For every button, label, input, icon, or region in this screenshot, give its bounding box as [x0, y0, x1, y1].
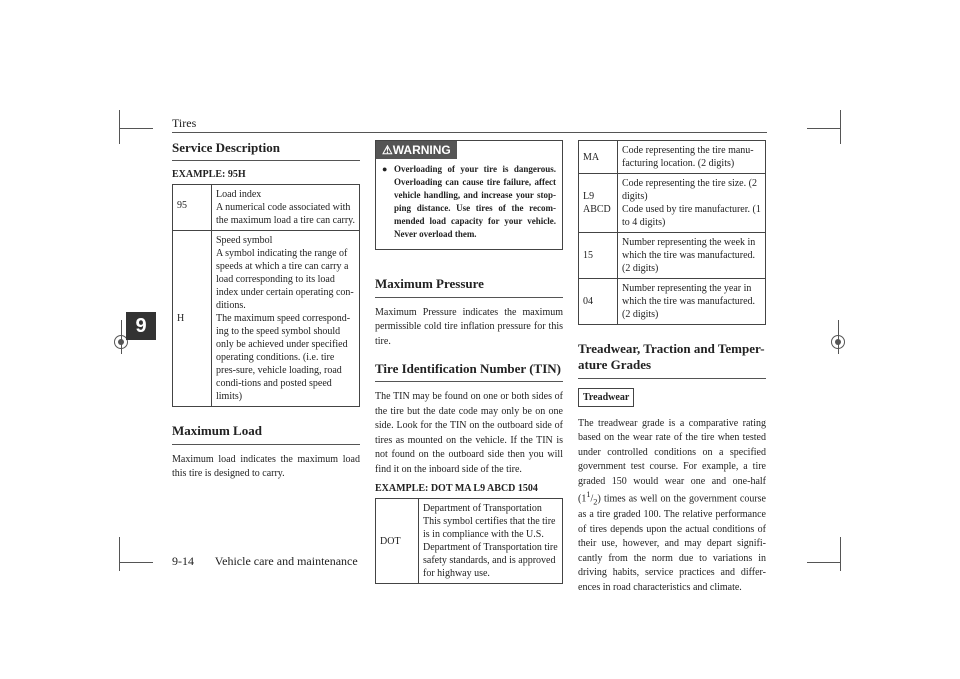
table-row	[173, 231, 360, 407]
crop-mark	[119, 537, 120, 571]
fraction-whole: 1	[581, 493, 587, 505]
table-value: Number representing the week in which the tire was manufactured. (2 digits)	[618, 233, 766, 279]
footer-section: Vehicle care and maintenance	[214, 554, 358, 568]
table-value: Load index A numerical code associated with the maximum load a tire can carry.	[212, 185, 360, 231]
treadwear-text-part-2: times as well on the government course as a tire graded 100. The relative performance of tires depends upon the actual conditions of their use, however, and may depart signifi-cantly from the norm due to variations in driving habits, service practices and differ-ences in road characteristics and climate.	[578, 493, 766, 593]
maximum-pressure-text: Maximum Pressure indicates the maximum permissible cold tire inflation pressure for this tire.	[375, 306, 563, 347]
service-example: EXAMPLE: 95H	[172, 169, 246, 181]
service-description-heading: Service Description	[172, 140, 360, 161]
table-value: Department of Transportation This symbol certifies that the tire is in compliance with the U.S. Department of Transportation tire safety standards, and is approved for highway use.	[419, 499, 563, 584]
service-description-table	[172, 184, 360, 407]
tin-code-table	[578, 140, 766, 325]
tin-heading: Tire Identification Number (TIN)	[375, 361, 563, 382]
tin-text: The TIN may be found on one or both sides of the tire but the date code may only be on one side. Look for the TIN on the outboard side of tires as mounted on the vehicle. If the TIN is not found on the outboard side then you will find it on the inboard side of the tire.	[375, 391, 563, 475]
tin-table	[375, 498, 563, 584]
table-row	[579, 174, 766, 233]
table-value: Code representing the tire manu-facturing location. (2 digits)	[618, 141, 766, 174]
crop-mark	[840, 537, 841, 571]
warning-triangle-icon: ⚠	[382, 143, 393, 157]
warning-body	[376, 159, 562, 249]
registration-mark-icon	[831, 335, 845, 349]
fraction-denominator: 2	[593, 497, 598, 507]
header-rule	[172, 132, 767, 133]
running-header: Tires	[172, 116, 197, 130]
page-footer	[172, 554, 358, 569]
table-row	[376, 499, 563, 584]
tin-example: EXAMPLE: DOT MA L9 ABCD 1504	[375, 483, 538, 495]
table-key: MA	[579, 141, 618, 174]
chapter-tab: 9	[126, 312, 156, 340]
warning-text: Overloading of your tire is dangerous. Overloading can cause tire failure, affect vehicle handling, and increase your stop-ping distance. Use tires of the recom-mended load capacity for your vehicle. Never overload them.	[394, 164, 556, 240]
crop-mark	[807, 562, 841, 563]
table-key: L9 ABCD	[579, 174, 618, 233]
table-row	[579, 141, 766, 174]
crop-mark	[840, 110, 841, 144]
maximum-load-text: Maximum load indicates the maximum load this tire is designed to carry.	[172, 453, 360, 479]
warning-box	[375, 140, 563, 250]
crop-mark	[119, 110, 120, 144]
treadwear-tag: Treadwear	[578, 388, 634, 407]
treadwear-text-part-1: The treadwear grade is a comparative rating based on the wear rate of the tire when tested under controlled conditions on a specified government test course. For example, a tire graded 150 would wear one and one-half	[578, 417, 766, 487]
maximum-load-heading: Maximum Load	[172, 423, 360, 444]
warning-label: WARNING	[392, 143, 451, 157]
table-key: 04	[579, 279, 618, 325]
page-number: 9-14	[172, 554, 194, 568]
table-value: Number representing the year in which the tire was manufactured. (2 digits)	[618, 279, 766, 325]
treadwear-text: The treadwear grade is a comparative rating based on the wear rate of the tire when tested under controlled conditions on a specified government test course. For example, a tire graded 150 would wear one and one-half $(1^1/_2)$ times as well on the government course as a tire graded 100. The relative performance of tires depends upon the actual conditions of their use, however, and may depart signifi-cantly from the norm due to variations in driving habits, service practices and differ-ences in road characteristics and climate.	[578, 417, 766, 593]
crop-mark	[119, 562, 153, 563]
table-value: Speed symbol A symbol indicating the range of speeds at which a tire can carry a load corresponding to its load index under certain operating con-ditions. The maximum speed correspond-ing to the speed symbol should only be achieved under specified operating conditions. (i.e. tire pres-sure, vehicle loading, road condi-tions and posted speed limits)	[212, 231, 360, 407]
maximum-pressure-heading: Maximum Pressure	[375, 276, 563, 297]
table-key: H	[173, 231, 212, 407]
bullet-icon: ●	[382, 164, 388, 174]
fraction-numerator: 1	[586, 490, 591, 499]
table-row	[579, 279, 766, 325]
treadwear-grades-heading: Treadwear, Traction and Temper-ature Grades	[578, 341, 766, 379]
crop-mark	[119, 128, 153, 129]
table-value: Code representing the tire size. (2 digits) Code used by tire manufacturer. (1 to 4 digits)	[618, 174, 766, 233]
table-row	[173, 185, 360, 231]
table-row	[579, 233, 766, 279]
column-2	[375, 140, 563, 584]
table-key: DOT	[376, 499, 419, 584]
crop-mark	[807, 128, 841, 129]
warning-header	[376, 141, 457, 159]
table-key: 95	[173, 185, 212, 231]
table-key: 15	[579, 233, 618, 279]
column-3	[578, 140, 766, 607]
column-1	[172, 140, 360, 494]
